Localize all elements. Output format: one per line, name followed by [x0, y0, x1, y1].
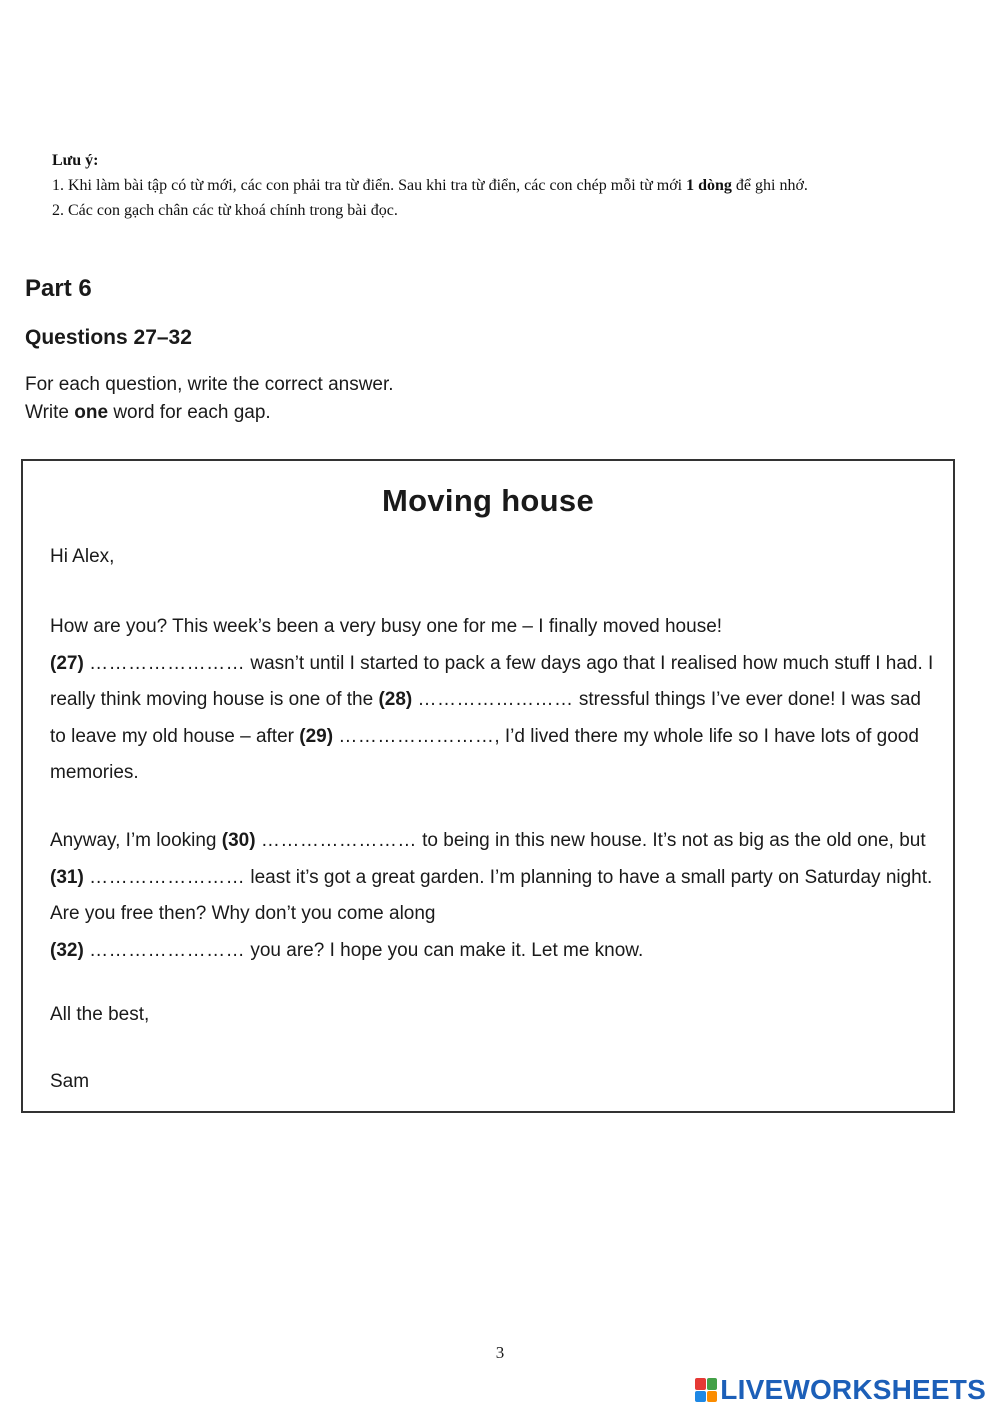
letter-paragraph-1: How are you? This week’s been a very busy one for me – I finally moved house! (27) …………………… wasn’t until I started to pack a few days ago that I realised how much stuff I had. I really think moving house is one of the (28) …………………… stressful things I’ve ever done! I was sad to leave my old house – after (29) ……………………, I’d lived there my whole life so I have lots of good memories. [50, 616, 934, 783]
part-title: Part 6 [25, 275, 92, 302]
logo-block-2 [707, 1378, 718, 1390]
gap-28[interactable]: …………………… [417, 689, 574, 710]
logo-text: LIVEWORKSHEETS [720, 1374, 986, 1405]
note-heading: Lưu ý: [52, 152, 99, 169]
logo-block-3 [695, 1391, 706, 1403]
letter-greeting: Hi Alex, [50, 546, 115, 567]
instruction-line-2: Write one word for each gap. [25, 402, 271, 423]
letter-box [21, 459, 955, 1113]
note-line-1: 1. Khi làm bài tập có từ mới, các con phải tra từ điển. Sau khi tra từ điển, các con chép mỗi từ mới 1 dòng để ghi nhớ. [52, 177, 808, 194]
question-28-label: (28) [378, 689, 413, 710]
letter-paragraph-2: Anyway, I’m looking (30) …………………… to being in this new house. It’s not as big as the old one, but (31) …………………… least it’s got a great garden. I’m planning to have a small party on Saturday night. Are you free then? Why don’t you come along (32) …………………… you are? I hope you can make it. Let me know. [50, 830, 933, 961]
question-29-label: (29) [299, 725, 334, 747]
gap-29[interactable]: …………………… [338, 725, 495, 747]
instruction-line-1: For each question, write the correct answer. [25, 374, 394, 395]
letter-signature: Sam [50, 1071, 90, 1092]
liveworksheets-logo-icon [695, 1378, 717, 1402]
gap-32[interactable]: …………………… [89, 939, 246, 961]
logo-block-4 [707, 1391, 718, 1403]
questions-range: Questions 27–32 [25, 326, 192, 349]
logo-block-1 [695, 1378, 706, 1390]
question-32-label: (32) [50, 939, 84, 961]
gap-27[interactable]: …………………… [89, 652, 246, 674]
gap-30[interactable]: …………………… [260, 830, 417, 851]
letter-closing: All the best, [50, 1004, 150, 1025]
page-number: 3 [495, 1343, 505, 1362]
liveworksheets-logo [695, 1374, 986, 1406]
instructions [25, 371, 394, 427]
teacher-note [52, 148, 972, 223]
question-27-label: (27) [50, 652, 84, 674]
gap-31[interactable]: …………………… [89, 866, 246, 888]
question-30-label: (30) [221, 830, 256, 851]
letter-title: Moving house [382, 483, 594, 518]
note-line-2: 2. Các con gạch chân các từ khoá chính trong bài đọc. [52, 202, 398, 219]
question-31-label: (31) [50, 866, 84, 888]
